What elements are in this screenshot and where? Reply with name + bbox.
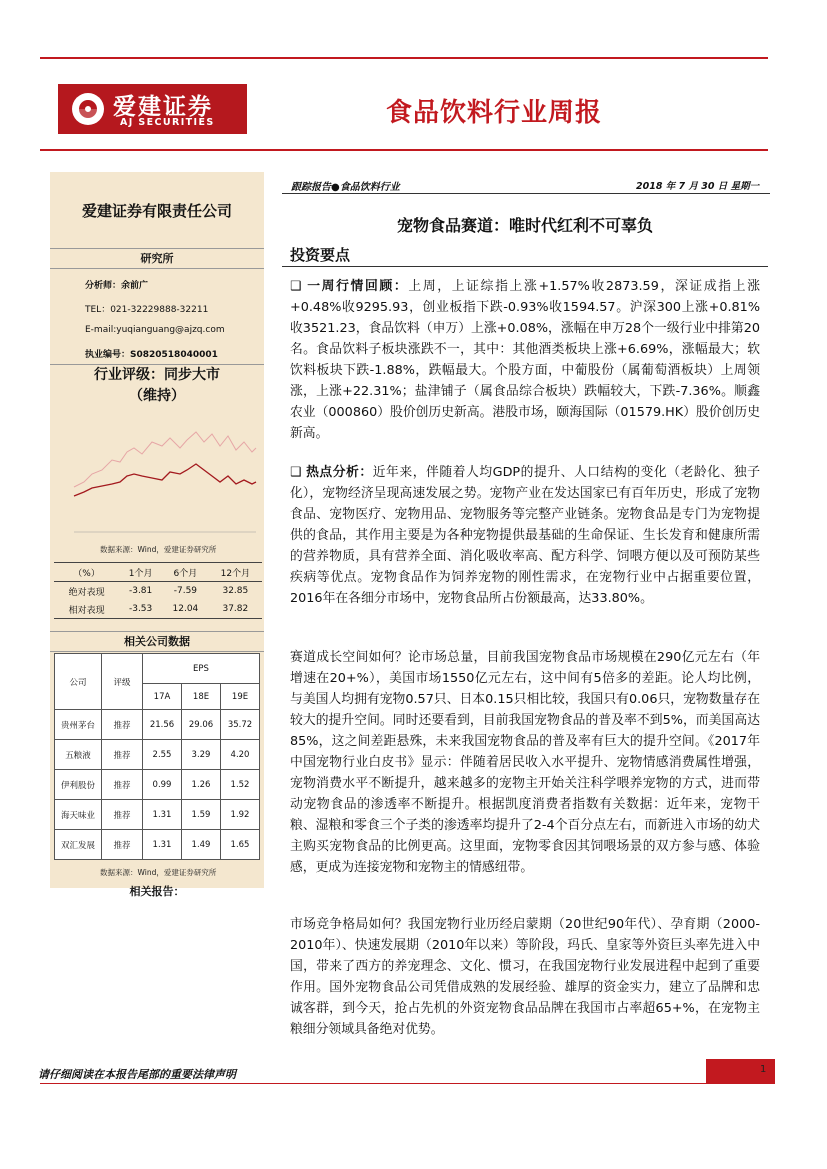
table-cell: 12.04 <box>162 600 209 619</box>
eps-cell: 2.55 <box>143 740 182 770</box>
table-header-row <box>55 654 260 684</box>
weekly-review-paragraph <box>290 276 760 444</box>
chart-source: 数据来源：Wind，爱建证券研究所 <box>100 545 217 554</box>
rating-cell: 推荐 <box>102 740 143 770</box>
checkbox-icon: ❑ <box>290 279 308 294</box>
header-rule <box>40 149 768 151</box>
table-header-row <box>54 563 262 582</box>
paragraph-text: 上周，上证综指上涨+1.57%收2873.59，深证成指上涨+0.48%收9295.93，创业板指下跌-0.93%收1594.57。沪深300上涨+0.81%收3521.23，食品饮料（申万）上涨+0.08%，涨幅在申万28个一级行业中排第20名。食品饮料子板块涨跌不一，其中：其他酒类板块上涨+6.69%，涨幅最大；软饮料板块下跌-1.88%，跌幅最大。个股方面，中葡股份（属葡萄酒板块）上周领涨，上涨+22.31%；盐津铺子（属食品综合板块）跌幅较大，下跌-7.36%。顺鑫农业（000860）股价创历史新高。港股市场，颐海国际（01579.HK）股价创历史新高。 <box>290 279 761 441</box>
brand-name-cn: 爱建证券 <box>113 93 213 120</box>
brand-name-en: AJ SECURITIES <box>120 117 215 128</box>
eps-cell: 3.29 <box>182 740 221 770</box>
industry-rating <box>50 364 264 408</box>
table-header: 公司 <box>55 654 102 710</box>
rating-status: （维持） <box>129 388 185 404</box>
table-cell: 32.85 <box>222 586 249 596</box>
eps-cell: 21.56 <box>143 710 182 740</box>
index-performance-chart <box>72 412 258 535</box>
table-row <box>55 830 260 860</box>
table-header: 19E <box>221 684 260 710</box>
rating-text: 行业评级：同步大市 <box>94 367 220 383</box>
row-label: 绝对表现 <box>68 587 105 598</box>
company-name: 爱建证券有限责任公司 <box>81 202 232 220</box>
brand-mark-icon <box>70 91 106 127</box>
table-row <box>55 710 260 740</box>
table-header: 12个月 <box>209 563 262 582</box>
table-source: 数据来源：Wind，爱建证券研究所 <box>100 868 217 877</box>
table-row <box>54 582 262 601</box>
footer-rule <box>40 1083 775 1084</box>
eps-cell: 4.20 <box>221 740 260 770</box>
company-name-cell: 伊利股份 <box>55 770 102 800</box>
table-row <box>54 600 262 619</box>
eps-cell: 1.52 <box>221 770 260 800</box>
table-cell: 37.82 <box>209 600 262 619</box>
eps-cell: 1.65 <box>221 830 260 860</box>
report-date: 2018 年 7 月 30 日 星期一 <box>636 181 760 192</box>
performance-table <box>54 562 262 619</box>
table-header: 6个月 <box>162 563 209 582</box>
company-name-cell: 海天味业 <box>55 800 102 830</box>
analyst: 分析师：余前广 <box>85 281 149 291</box>
row-label: 相对表现 <box>54 600 119 619</box>
eps-cell: 1.26 <box>182 770 221 800</box>
company-name-cell: 双汇发展 <box>55 830 102 860</box>
paragraph-label: 热点分析： <box>306 465 373 480</box>
company-eps-table <box>54 653 260 860</box>
table-header: 1个月 <box>119 563 162 582</box>
table-header: （%） <box>54 563 119 582</box>
table-row <box>55 740 260 770</box>
license-number: 执业编号：S0820518040001 <box>85 350 218 360</box>
hot-topic-paragraph <box>290 462 760 609</box>
competition-paragraph: 市场竞争格局如何？我国宠物行业历经启蒙期（20世纪90年代）、孕育期（2000-2010年）、快速发展期（2010年以来）等阶段，玛氏、皇家等外资巨头率先进入中国，带来了西方的养宠理念、文化、惯习，在我国宠物行业发展进程中起到了重要作用。国外宠物食品公司凭借成熟的发展经验、雄厚的资金实力，建立了品牌和忠诚客群，到今天，抢占先机的外资宠物食品品牌在我国市占率超65+%，在宠物主粮细分领域具备绝对优势。 <box>290 917 760 1037</box>
checkbox-icon: ❑ <box>290 465 307 480</box>
paragraph-text: 近年来，伴随着人均GDP的提升、人口结构的变化（老龄化、独子化），宠物经济呈现高速发展之势。宠物产业在发达国家已有百年历史，形成了宠物食品、宠物医疗、宠物用品、宠物服务等完整产业链条。宠物食品是专门为宠物提供的食品，其作用主要是为各种宠物提供最基础的生命保证、生长发育和健康所需的营养物质，具有营养全面、消化吸收率高、配方科学、饲喂方便以及可预防某些疾病等优点。宠物食品作为饲养宠物的刚性需求，在宠物行业中占据重要位置，2016年在各细分市场中，宠物食品所占份额最高，达33.80%。 <box>290 465 761 606</box>
meta-rule <box>282 193 770 194</box>
dept-label: 研究所 <box>50 248 264 269</box>
telephone: TEL：021-32229888-32211 <box>85 305 209 315</box>
rating-cell: 推荐 <box>102 770 143 800</box>
email: E-mail:yuqianguang@ajzq.com <box>85 325 225 335</box>
growth-space-paragraph: 赛道成长空间如何？论市场总量，目前我国宠物食品市场规模在290亿元左右（年增速在20+%），美国市场1550亿元左右，这中间有5倍多的差距。论人均比例，与美国人均拥有宠物0.57只、日本0.15只相比较，我国只有0.06只，宠物数量存在较大的提升空间。同时还要看到，目前我国宠物食品的普及率不到5%，而美国高达85%，这之间差距悬殊，未来我国宠物食品的普及率有巨大的提升空间。《2017年中国宠物行业白皮书》显示：伴随着居民收入水平提升、宠物情感消费属性增强，宠物消费水平不断提升，越来越多的宠物主开始关注科学喂养宠物的方式，进而带动宠物食品的渗透率不断提升。根据凯度消费者指数有关数据：近年来，宠物干粮、湿粮和零食三个子类的渗透率均提升了2-4个百分点左右，而新进入市场的幼犬主购买宠物食品的比例更高。这里面，宠物零食因其饲喂场景的双方参与感、体验感，更成为连接宠物和宠物主的情感纽带。 <box>290 650 760 875</box>
page-number: 1 <box>760 1064 767 1075</box>
page-title: 食品饮料行业周报 <box>386 98 603 128</box>
company-name-cell: 五粮液 <box>55 740 102 770</box>
table-row <box>55 800 260 830</box>
table-row <box>55 770 260 800</box>
table-header: EPS <box>143 654 260 684</box>
paragraph-label: 一周行情回顾： <box>307 279 409 294</box>
rating-cell: 推荐 <box>102 800 143 830</box>
related-companies-title: 相关公司数据 <box>50 631 264 652</box>
report-title: 宠物食品赛道：唯时代红利不可辜负 <box>396 216 653 235</box>
table-cell: -7.59 <box>173 586 198 596</box>
eps-cell: 1.49 <box>182 830 221 860</box>
report-type: 跟踪报告●食品饮料行业 <box>291 182 400 193</box>
related-reports-label: 相关报告： <box>129 885 185 898</box>
eps-cell: 0.99 <box>143 770 182 800</box>
eps-cell: 1.31 <box>143 830 182 860</box>
eps-cell: 1.92 <box>221 800 260 830</box>
investment-rule <box>282 266 768 267</box>
rating-cell: 推荐 <box>102 830 143 860</box>
rating-cell: 推荐 <box>102 710 143 740</box>
eps-cell: 1.31 <box>143 800 182 830</box>
eps-cell: 29.06 <box>182 710 221 740</box>
company-name-cell: 贵州茅台 <box>55 710 102 740</box>
table-cell: -3.53 <box>119 600 162 619</box>
table-header: 评级 <box>102 654 143 710</box>
investment-highlights-heading: 投资要点 <box>290 246 351 264</box>
eps-cell: 35.72 <box>221 710 260 740</box>
legal-notice: 请仔细阅读在本报告尾部的重要法律声明 <box>38 1068 236 1081</box>
header-top-rule <box>40 57 768 59</box>
table-cell: -3.81 <box>128 586 153 596</box>
table-header: 17A <box>143 684 182 710</box>
table-header: 18E <box>182 684 221 710</box>
eps-cell: 1.59 <box>182 800 221 830</box>
